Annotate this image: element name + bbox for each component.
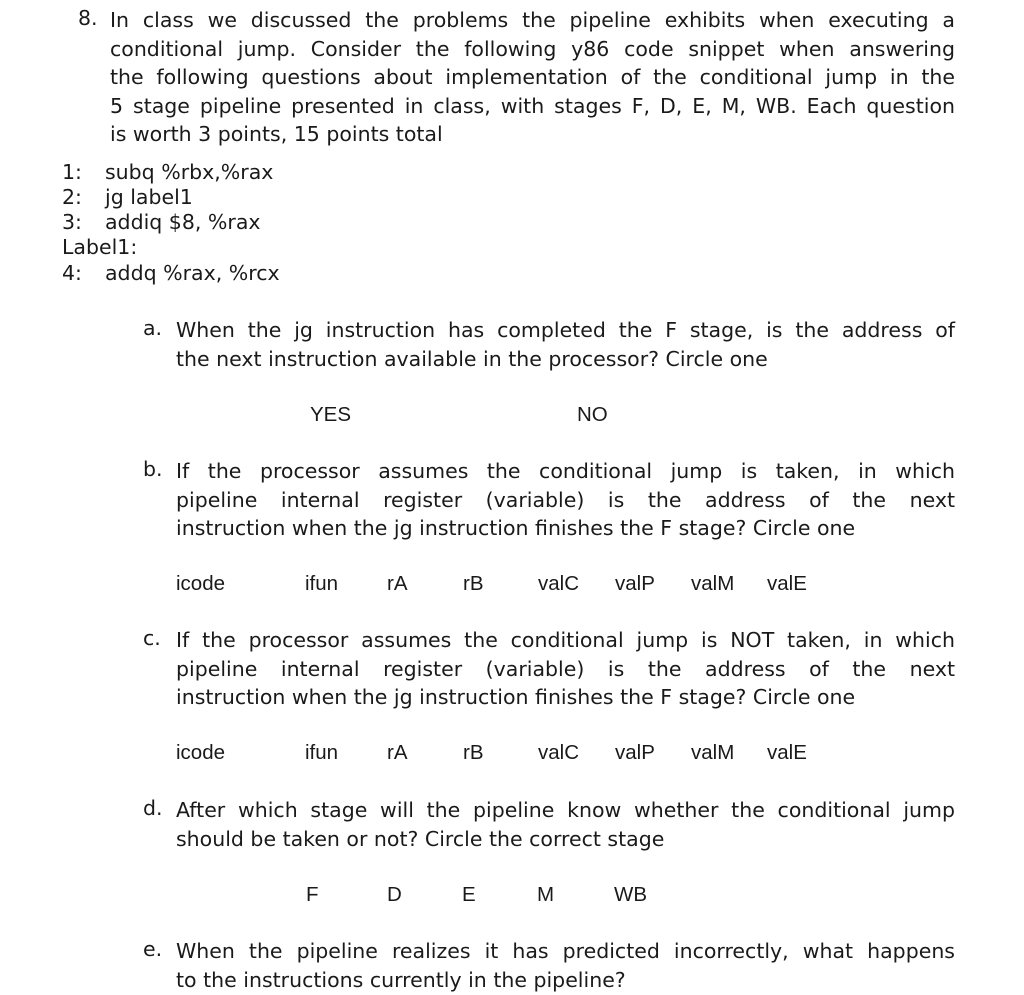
- part-e-letter: e.: [143, 937, 163, 961]
- code-line-text: addq %rax, %rcx: [105, 261, 280, 285]
- option-stage-wb[interactable]: WB: [614, 883, 648, 906]
- option-ifun[interactable]: ifun: [305, 741, 339, 764]
- part-e-line: When the pipeline realizes it has predicted incorrectly, what happens: [176, 939, 955, 963]
- option-stage-d[interactable]: D: [387, 883, 402, 906]
- option-vale[interactable]: valE: [767, 741, 807, 764]
- part-d-letter: d.: [143, 796, 163, 820]
- option-valc[interactable]: valC: [538, 741, 580, 764]
- option-ifun[interactable]: ifun: [305, 572, 339, 595]
- option-yes[interactable]: YES: [310, 403, 352, 426]
- option-stage-f[interactable]: F: [306, 883, 319, 906]
- part-b-line: instruction when the jg instruction finishes the F stage? Circle one: [176, 516, 856, 540]
- option-valp[interactable]: valP: [615, 572, 655, 595]
- code-line-number: 3:: [62, 210, 82, 234]
- part-b-text: [176, 457, 955, 543]
- part-c-letter: c.: [143, 626, 161, 650]
- part-b-line: pipeline internal register (variable) is the address of the next: [176, 487, 955, 512]
- question-line: is worth 3 points, 15 points total: [110, 122, 443, 146]
- part-d-line: should be taken or not? Circle the correct stage: [176, 826, 665, 851]
- question-line: In class we discussed the problems the pipeline exhibits when executing a: [110, 8, 955, 32]
- code-line-text: jg label1: [105, 185, 193, 209]
- option-no[interactable]: NO: [577, 403, 608, 426]
- option-valp[interactable]: valP: [615, 741, 655, 764]
- part-a-text: [176, 316, 955, 373]
- option-ra[interactable]: rA: [387, 741, 408, 764]
- part-e-line: to the instructions currently in the pipeline?: [176, 967, 626, 992]
- option-stage-m[interactable]: M: [537, 883, 555, 906]
- code-line-text: subq %rbx,%rax: [105, 160, 274, 184]
- option-stage-e[interactable]: E: [462, 883, 476, 906]
- option-rb[interactable]: rB: [463, 572, 484, 595]
- part-d-text: [176, 796, 955, 853]
- part-e-text: [176, 937, 955, 994]
- part-c-line: If the processor assumes the conditional jump is NOT taken, in which: [176, 628, 955, 652]
- question-line: the following questions about implementation of the conditional jump in the: [110, 65, 955, 89]
- part-b-line: If the processor assumes the conditional jump is taken, in which: [176, 459, 955, 483]
- question-text: [110, 6, 955, 149]
- part-a-letter: a.: [143, 316, 163, 340]
- option-valm[interactable]: valM: [691, 741, 735, 764]
- part-d-line: After which stage will the pipeline know whether the conditional jump: [176, 798, 955, 822]
- option-valm[interactable]: valM: [691, 572, 735, 595]
- code-line-number: 2:: [62, 185, 82, 209]
- part-b-letter: b.: [143, 457, 163, 481]
- part-a-line: the next instruction available in the processor? Circle one: [176, 346, 768, 371]
- option-icode[interactable]: icode: [176, 572, 226, 595]
- code-line-text: addiq $8, %rax: [105, 210, 261, 234]
- option-valc[interactable]: valC: [538, 572, 580, 595]
- question-line: conditional jump. Consider the following y86 code snippet when answering: [110, 36, 955, 61]
- part-a-line: When the jg instruction has completed the F stage, is the address of: [176, 318, 955, 342]
- part-c-text: [176, 626, 955, 712]
- option-vale[interactable]: valE: [767, 572, 807, 595]
- question-number: 8.: [78, 6, 98, 30]
- code-line-number: 4:: [62, 261, 82, 285]
- part-c-line: pipeline internal register (variable) is the address of the next: [176, 656, 955, 681]
- option-ra[interactable]: rA: [387, 572, 408, 595]
- code-line-number: 1:: [62, 160, 82, 184]
- option-rb[interactable]: rB: [463, 741, 484, 764]
- question-line: 5 stage pipeline presented in class, with stages F, D, E, M, WB. Each question: [110, 93, 955, 118]
- option-icode[interactable]: icode: [176, 741, 226, 764]
- part-c-line: instruction when the jg instruction finishes the F stage? Circle one: [176, 685, 856, 709]
- code-label: Label1:: [62, 235, 138, 259]
